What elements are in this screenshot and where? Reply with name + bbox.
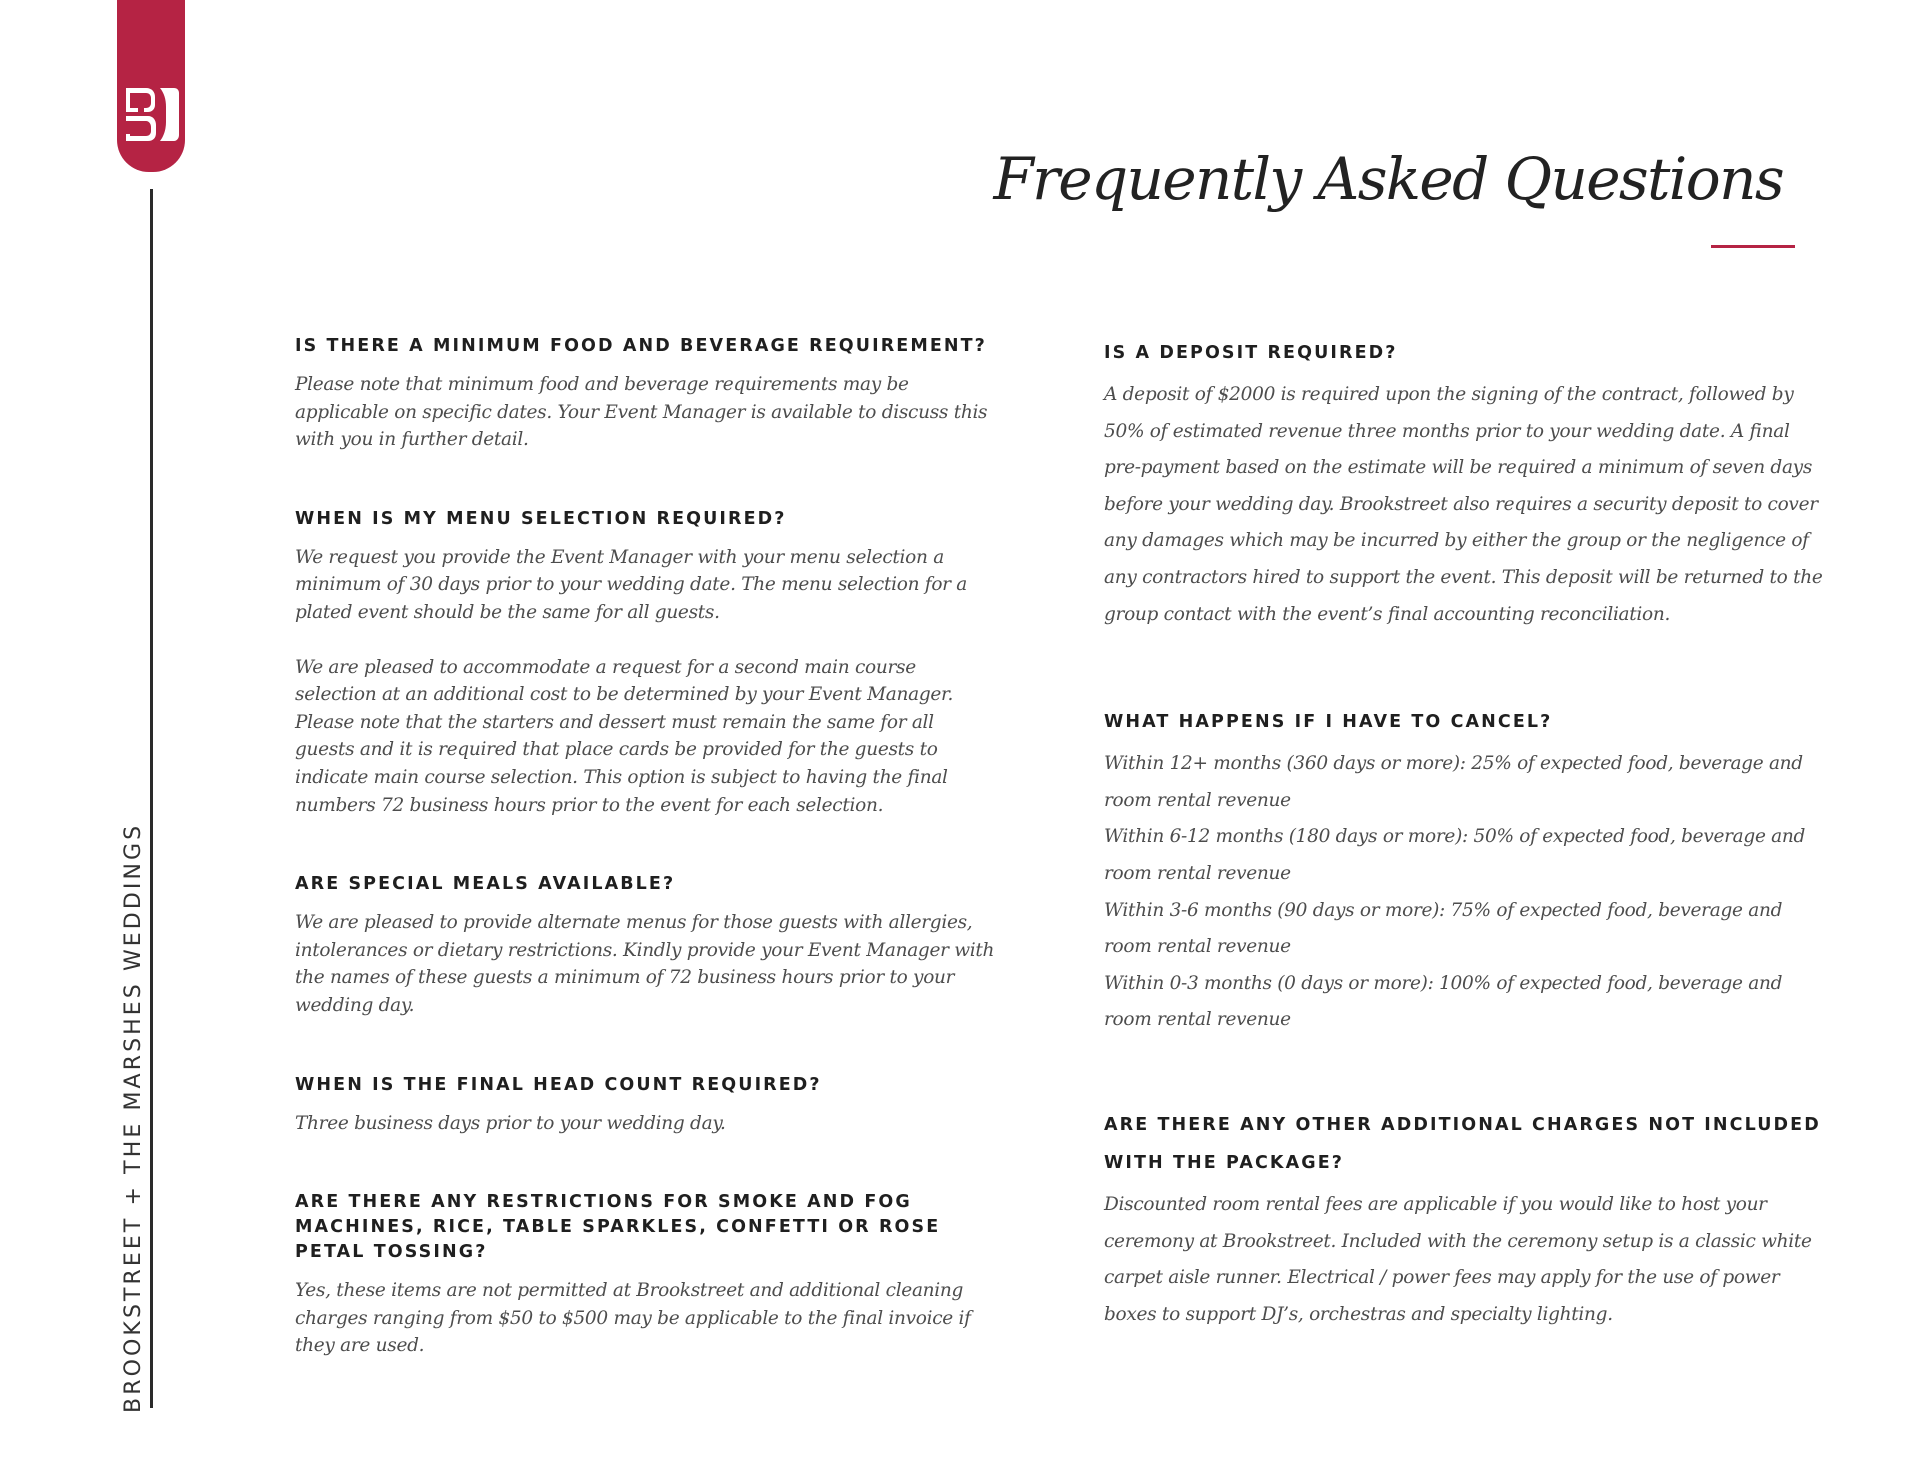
faq-answer: Within 6-12 months (180 days or more): 50% of expected food, beverage and room rental revenue [1104,826,1806,884]
faq-answer: Three business days prior to your wedding day. [295,1112,726,1134]
faq-item [1104,1106,1824,1333]
faq-answer: Discounted room rental fees are applicable if you would like to host your ceremony at Brookstreet. Included with the ceremony setup is a classic white carpet aisle runner. Electrical / power fees may apply for the use of power boxes to support DJ’s, orchestras and specialty lighting. [1104,1193,1812,1325]
faq-question: WHEN IS MY MENU SELECTION REQUIRED? [295,508,787,529]
faq-question: IS A DEPOSIT REQUIRED? [1104,343,1398,363]
faq-item [295,334,995,454]
b-monogram-icon [122,86,180,142]
faq-column-left [295,334,995,1413]
side-brand-text: BROOKSTREET + THE MARSHES WEDDINGS [121,822,146,1413]
faq-item [295,507,995,819]
faq-question: ARE SPECIAL MEALS AVAILABLE? [295,874,676,895]
faq-answer: We are pleased to provide alternate menus for those guests with allergies, intolerances or dietary restrictions. Kindly provide your Event Manager with the names of these guests a minimum of 72 business hours prior to your wedding day. [295,912,995,1016]
faq-item [1104,334,1824,633]
faq-answer: A deposit of $2000 is required upon the signing of the contract, followed by 50% of estimated revenue three months prior to your wedding date. A final pre-payment based on the estimate will be required a minimum of seven days before your wedding day. Brookstreet also requires a security deposit to cover any damages which may be incurred by either the group or the negligence of any contractors hired to support the event. This deposit will be returned to the group contact with the event’s final accounting reconciliation. [1104,384,1823,625]
faq-question: WHAT HAPPENS IF I HAVE TO CANCEL? [1104,712,1553,733]
faq-item [295,1073,995,1138]
faq-answer: We are pleased to accommodate a request for a second main course selection at an additional cost to be determined by your Event Manager. Please note that the starters and dessert must remain the same for all guests and it is required that place cards be provided for the guests to indicate main course selection. This option is subject to having the final numbers 72 business hours prior to the event for each selection. [295,656,954,816]
faq-column-right [1104,334,1824,1403]
title-underline [1711,245,1795,248]
faq-answer: We request you provide the Event Manager with your menu selection a minimum of 30 days prior to your wedding date. The menu selection for a plated event should be the same for all guests. [295,546,968,623]
faq-answer: Within 0-3 months (0 days or more): 100% of expected food, beverage and room rental revenue [1104,972,1783,1031]
faq-answer: Please note that minimum food and beverage requirements may be applicable on specific dates. Your Event Manager is available to discuss this with you in further detail. [295,374,988,451]
faq-item [295,1190,995,1360]
faq-item [1104,703,1824,1039]
faq-answer: Within 12+ months (360 days or more): 25% of expected food, beverage and room rental revenue [1104,753,1803,811]
faq-answer: Yes, these items are not permitted at Brookstreet and additional cleaning charges ranging from $50 to $500 may be applicable to the final invoice if they are used. [295,1280,971,1357]
faq-question: WHEN IS THE FINAL HEAD COUNT REQUIRED? [295,1074,822,1095]
faq-question: IS THERE A MINIMUM FOOD AND BEVERAGE REQUIREMENT? [295,336,987,356]
faq-answer: Within 3-6 months (90 days or more): 75% of expected food, beverage and room rental revenue [1104,899,1783,958]
faq-item [295,872,995,1019]
side-rule [150,189,153,1408]
faq-question: ARE THERE ANY RESTRICTIONS FOR SMOKE AND FOG MACHINES, RICE, TABLE SPARKLES, CONFETTI OR ROSE PETAL TOSSING? [295,1192,941,1263]
page-title: Frequently Asked Questions [993,145,1783,213]
faq-question: ARE THERE ANY OTHER ADDITIONAL CHARGES NOT INCLUDED WITH THE PACKAGE? [1104,1114,1821,1173]
